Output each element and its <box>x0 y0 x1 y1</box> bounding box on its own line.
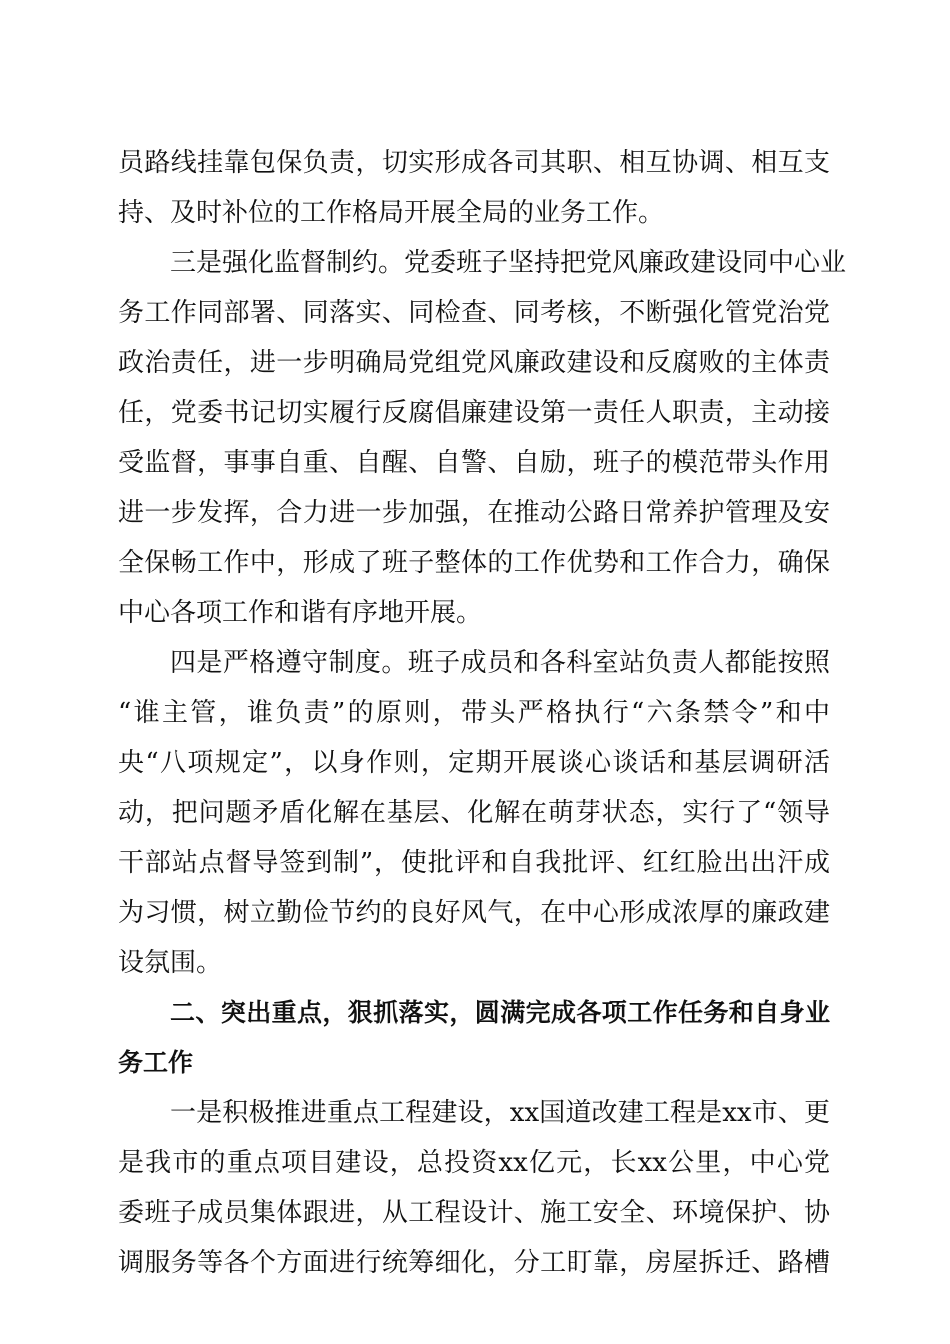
paragraph-line: 调服务等各个方面进行统筹细化，分工盯靠，房屋拆迁、路槽 <box>118 1248 830 1278</box>
section-heading: 务工作 <box>118 1048 194 1077</box>
paragraph-line: 员路线挂靠包保负责，切实形成各司其职、相互协调、相互支 <box>118 148 830 178</box>
paragraph-line: 设氛围。 <box>118 948 223 978</box>
paragraph-line: 中心各项工作和谐有序地开展。 <box>118 598 483 628</box>
paragraph-line: 任，党委书记切实履行反腐倡廉建设第一责任人职责，主动接 <box>118 398 830 428</box>
paragraph-line: 进一步发挥，合力进一步加强，在推动公路日常养护管理及安 <box>118 498 830 528</box>
paragraph-line: 为习惯，树立勤俭节约的良好风气，在中心形成浓厚的廉政建 <box>118 898 830 928</box>
paragraph-line: 政治责任，进一步明确局党组党风廉政建设和反腐败的主体责 <box>118 348 830 378</box>
document-page <box>118 138 847 1288</box>
paragraph-line: 持、及时补位的工作格局开展全局的业务工作。 <box>118 198 665 228</box>
paragraph-line: 三是强化监督制约。党委班子坚持把党风廉政建设同中心业 <box>170 248 847 278</box>
paragraph-line: 务工作同部署、同落实、同检查、同考核，不断强化管党治党 <box>118 298 830 328</box>
paragraph-line: 干部站点督导签到制”，使批评和自我批评、红红脸出出汗成 <box>118 848 830 878</box>
paragraph-line: 委班子成员集体跟进，从工程设计、施工安全、环境保护、协 <box>118 1198 830 1228</box>
paragraph-line: 四是严格遵守制度。班子成员和各科室站负责人都能按照 <box>170 648 830 678</box>
paragraph-line: 一是积极推进重点工程建设，xx国道改建工程是xx市、更 <box>170 1098 830 1128</box>
paragraph-line: 全保畅工作中，形成了班子整体的工作优势和工作合力，确保 <box>118 548 830 578</box>
paragraph-line: 动，把问题矛盾化解在基层、化解在萌芽状态，实行了“领导 <box>118 798 830 828</box>
paragraph-line: 是我市的重点项目建设，总投资xx亿元，长xx公里，中心党 <box>118 1148 830 1178</box>
paragraph-line: 受监督，事事自重、自醒、自警、自励，班子的模范带头作用 <box>118 448 830 478</box>
section-heading: 二、突出重点，狠抓落实，圆满完成各项工作任务和自身业 <box>170 998 830 1027</box>
paragraph-line: 央“八项规定”，以身作则，定期开展谈心谈话和基层调研活 <box>118 748 830 778</box>
paragraph-line: “谁主管，谁负责”的原则，带头严格执行“六条禁令”和中 <box>118 698 830 728</box>
